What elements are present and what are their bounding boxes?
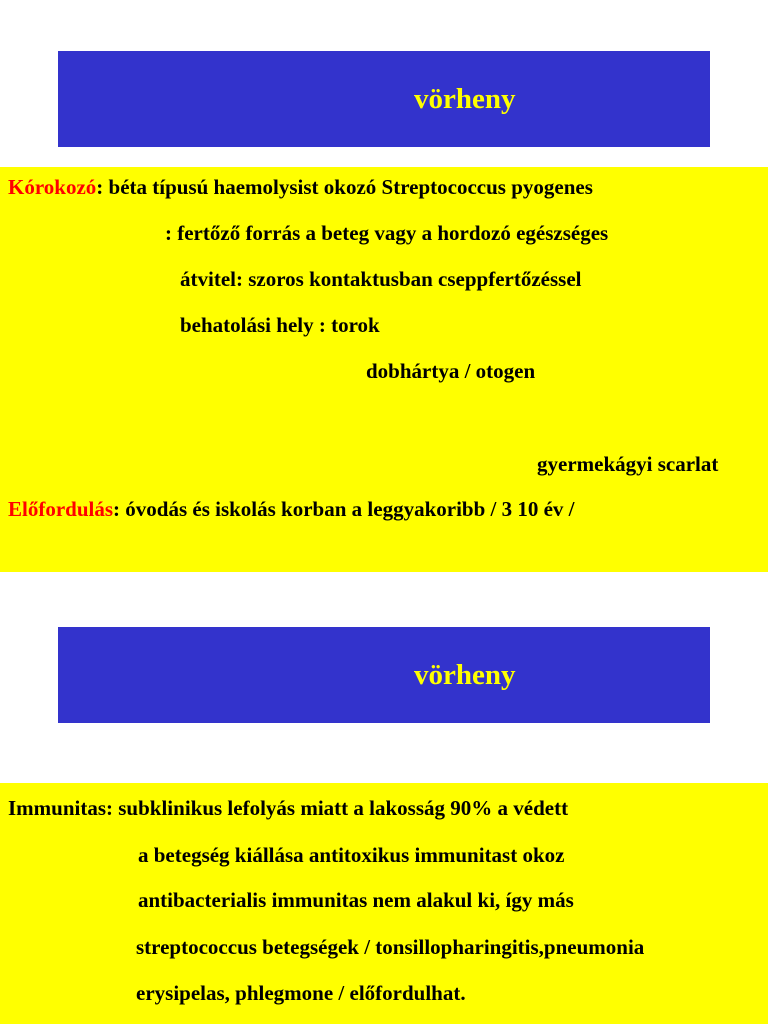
elofordulas-text: : óvodás és iskolás korban a leggyakoribb / 3 10 év / xyxy=(113,497,575,521)
slide1-title: vörheny xyxy=(414,83,516,115)
streptococcus-line: streptococcus betegségek / tonsillopharingitis,pneumonia xyxy=(136,935,645,959)
slide2-title-bar xyxy=(58,627,710,723)
kiallasa-line: a betegség kiállása antitoxikus immunitast okoz xyxy=(138,843,565,867)
korokozo-line xyxy=(8,174,593,200)
atvitel-line: átvitel: szoros kontaktusban cseppfertőzéssel xyxy=(180,267,582,291)
elofordulas-line xyxy=(8,496,575,522)
elofordulas-label: Előfordulás xyxy=(8,497,114,521)
immunitas-line: Immunitas: subklinikus lefolyás miatt a lakosság 90% a védett xyxy=(8,796,569,820)
behatolasi-hely-line: behatolási hely : torok xyxy=(180,313,380,337)
korokozo-label: Kórokozó xyxy=(8,175,97,199)
fertozo-forras-line: : fertőző forrás a beteg vagy a hordozó egészséges xyxy=(165,221,609,245)
korokozo-text: : béta típusú haemolysist okozó Streptococcus pyogenes xyxy=(96,175,593,199)
slide1-title-bar xyxy=(58,51,710,147)
slide2-title: vörheny xyxy=(414,659,516,691)
slide2-content-box xyxy=(0,783,768,1024)
slide1-content-box xyxy=(0,167,768,572)
erysipelas-line: erysipelas, phlegmone / előfordulhat. xyxy=(136,981,466,1005)
antibacterialis-line: antibacterialis immunitas nem alakul ki, így más xyxy=(138,888,574,912)
gyermekagyi-line: gyermekágyi scarlat xyxy=(537,452,719,476)
dobhartya-line: dobhártya / otogen xyxy=(366,359,536,383)
